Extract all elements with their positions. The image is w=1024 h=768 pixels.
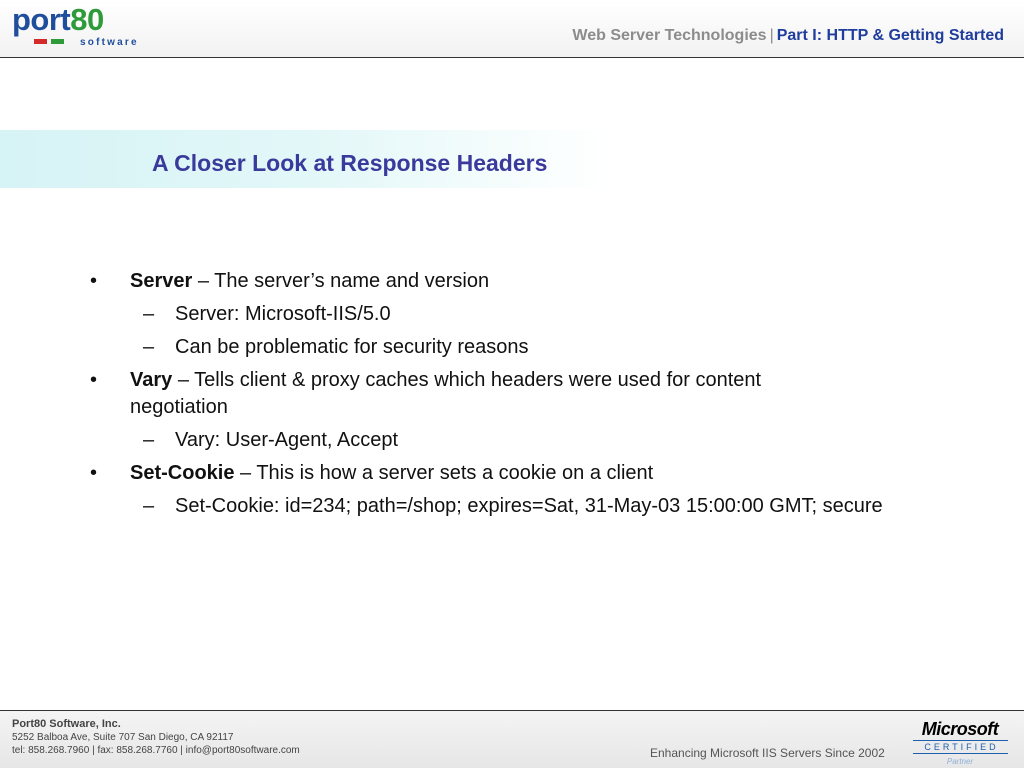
footer-company: Port80 Software, Inc. — [12, 718, 121, 730]
sub-bullet-text: Can be problematic for security reasons — [175, 336, 529, 358]
bullet-description: – The server’s name and version — [192, 270, 490, 292]
header-separator: | — [769, 27, 774, 44]
bullet-item — [0, 268, 860, 295]
logo-word-port: port — [12, 2, 71, 37]
ms-logo-certified: CERTIFIED — [913, 740, 1008, 754]
bullet-description: – Tells client & proxy caches which headers were used for content negotiation — [130, 369, 762, 418]
ms-logo-partner: Partner — [946, 757, 974, 766]
logo-bars — [34, 39, 78, 45]
sub-bullet-text: Vary: User-Agent, Accept — [175, 429, 399, 451]
footer-address: 5252 Balboa Ave, Suite 707 San Diego, CA 92117 — [12, 732, 234, 743]
bullet-term: Server — [130, 270, 193, 292]
slide-footer — [0, 710, 1024, 768]
slide-title: A Closer Look at Response Headers — [152, 150, 548, 176]
bullet-term: Set-Cookie — [130, 462, 235, 484]
port80-logo — [12, 2, 139, 50]
header-title — [572, 27, 1004, 45]
footer-contact: tel: 858.268.7960 | fax: 858.268.7760 | info@port80software.com — [12, 745, 300, 756]
part-title: Part I: HTTP & Getting Started — [776, 27, 1004, 44]
ms-logo-word: Microsoft — [921, 719, 999, 739]
logo-green-bar — [51, 39, 64, 44]
bullet-item — [0, 460, 860, 487]
logo-wordmark — [12, 4, 104, 36]
logo-subtitle: software — [80, 37, 139, 48]
sub-bullet-text: Server: Microsoft-IIS/5.0 — [175, 303, 391, 325]
microsoft-certified-partner-logo — [910, 719, 1010, 767]
sub-bullet-marker: – — [143, 495, 155, 517]
bullet-marker: • — [90, 270, 98, 292]
footer-tagline: Enhancing Microsoft IIS Servers Since 2002 — [650, 746, 885, 760]
bullet-description: – This is how a server sets a cookie on a client — [234, 462, 654, 484]
bullet-list — [0, 268, 1024, 526]
bullet-marker: • — [90, 462, 98, 484]
slide-header — [0, 0, 1024, 58]
sub-bullet-marker: – — [143, 429, 155, 451]
logo-word-80: 80 — [70, 2, 104, 37]
bullet-item — [0, 367, 860, 421]
sub-bullet-item — [0, 334, 915, 361]
sub-bullet-item — [0, 493, 915, 520]
bullet-marker: • — [90, 369, 98, 391]
sub-bullet-item — [0, 427, 915, 454]
sub-bullet-marker: – — [143, 303, 155, 325]
bullet-term: Vary — [130, 369, 173, 391]
sub-bullet-item — [0, 301, 915, 328]
course-title: Web Server Technologies — [572, 27, 767, 44]
logo-red-bar — [34, 39, 47, 44]
sub-bullet-text: Set-Cookie: id=234; path=/shop; expires=Sat, 31-May-03 15:00:00 GMT; secure — [175, 495, 883, 517]
sub-bullet-marker: – — [143, 336, 155, 358]
